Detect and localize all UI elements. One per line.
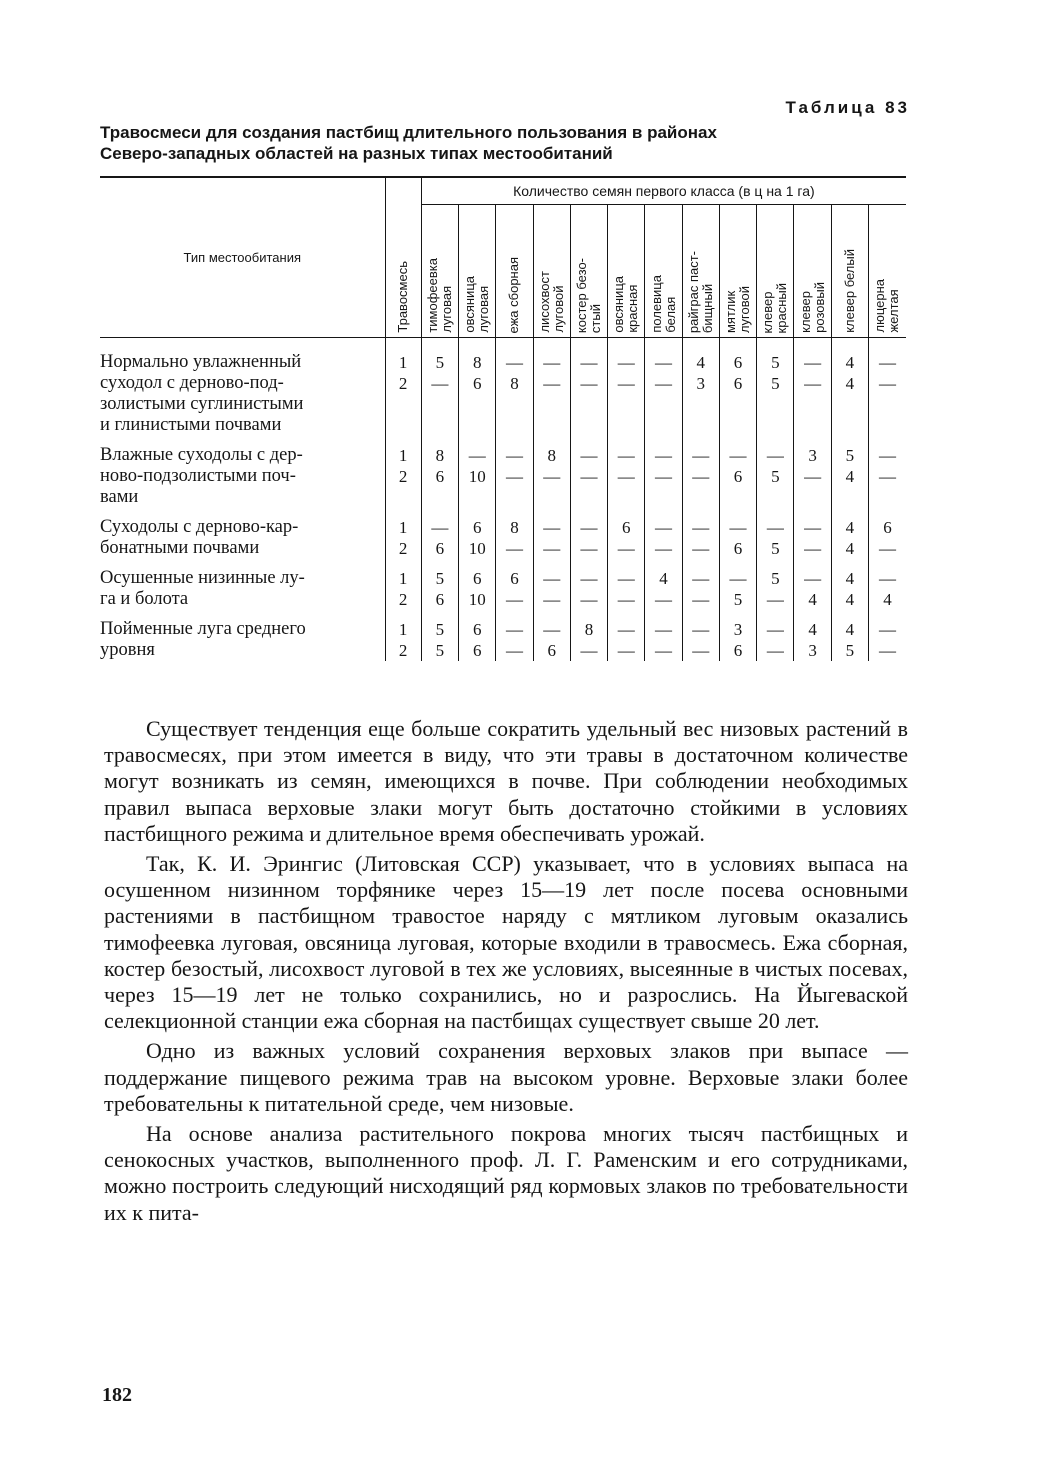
seed-amount-cell	[682, 445, 719, 508]
seed-amount-cell	[719, 568, 756, 610]
seed-amount-value: 4	[845, 569, 855, 588]
seed-amount-cell	[868, 619, 906, 661]
seed-amount-cell	[719, 619, 756, 661]
mixture-number: 1	[398, 620, 408, 639]
column-header-species: клевер белый	[831, 205, 868, 338]
seed-amount-cell	[496, 568, 533, 610]
seed-amount-cell	[533, 445, 570, 508]
seed-amount-value: 5	[845, 446, 855, 465]
seed-amount-value: —	[505, 467, 523, 486]
seed-amount-value: —	[655, 620, 673, 639]
seed-amount-cell	[719, 352, 756, 436]
seed-amount-cell	[533, 568, 570, 610]
habitat-type-cell	[100, 445, 385, 508]
column-header-mixture: Травосмесь	[385, 177, 421, 338]
seed-amount-cell	[868, 445, 906, 508]
seed-amount-cell	[645, 568, 682, 610]
seed-amount-value: 6	[472, 518, 482, 537]
seed-amount-value: —	[580, 353, 598, 372]
seed-amount-cell	[645, 445, 682, 508]
seed-amount-cell	[794, 568, 831, 610]
seed-amount-value: 6	[435, 590, 445, 609]
habitat-name-line: бонатными почвами	[100, 538, 260, 558]
seed-amount-value: —	[766, 590, 784, 609]
seed-amount-value: 4	[808, 590, 817, 609]
seed-amount-value: —	[878, 569, 896, 588]
seed-amount-value: 8	[547, 446, 556, 465]
mixture-number: 2	[398, 590, 408, 609]
seed-amount-cell	[868, 517, 906, 559]
seed-amount-cell	[645, 517, 682, 559]
seed-amount-cell	[757, 352, 794, 436]
habitat-name-line: вами	[100, 487, 139, 507]
seed-amount-value: —	[878, 539, 896, 558]
seed-amount-value: —	[692, 641, 710, 660]
seed-amount-value: 5	[435, 641, 445, 660]
seed-amount-value: 6	[435, 539, 445, 558]
seed-amount-value: —	[617, 467, 635, 486]
seed-amount-value: 4	[845, 374, 855, 393]
seed-amount-value: —	[878, 446, 896, 465]
mixture-number-cell	[385, 568, 421, 610]
seed-amount-cell	[831, 568, 868, 610]
paragraph: Существует тенденция еще больше сократить удельный вес низовых растений в травосмесях, при этом имеется в виду, что эти травы в достаточном количестве могут возникать из семян, имеющихся в почве. При соблюдении необходимых правил выпаса верховые злаки могут быть достаточно стойкими в условиях пастбищного режима и длительное время обеспечивать урожай.	[104, 716, 908, 846]
seed-amount-value: —	[655, 374, 673, 393]
seed-amount-value: 5	[771, 353, 780, 372]
seed-amount-value: —	[580, 467, 598, 486]
seed-amount-cell	[459, 445, 496, 508]
seed-amount-cell	[794, 445, 831, 508]
seed-amount-value: 4	[845, 590, 855, 609]
caption-line: Северо-западных областей на разных типах местообитаний	[100, 144, 613, 163]
seed-amount-value: 3	[808, 446, 817, 465]
mixture-number-cell	[385, 517, 421, 559]
seed-amount-cell	[496, 445, 533, 508]
mixture-number: 1	[398, 446, 408, 465]
seed-amount-value: —	[804, 518, 822, 537]
table-row	[100, 445, 906, 508]
seed-amount-cell	[682, 517, 719, 559]
seed-amount-value: —	[729, 446, 747, 465]
column-header-species: люцерна желтая	[868, 205, 906, 338]
seed-amount-value: 4	[845, 539, 855, 558]
seed-amount-value: —	[617, 374, 635, 393]
mixture-number: 2	[398, 641, 408, 660]
seed-amount-cell	[533, 352, 570, 436]
seed-amount-value: —	[655, 641, 673, 660]
table-row	[100, 619, 906, 661]
seed-amount-value: 3	[808, 641, 817, 660]
habitat-name-line: ново-подзолистыми поч-	[100, 466, 296, 486]
seed-amount-value: 5	[435, 620, 445, 639]
table-row	[100, 352, 906, 436]
seed-amount-value: 5	[771, 467, 780, 486]
seed-amount-value: —	[431, 374, 449, 393]
seed-amount-value: 10	[468, 539, 486, 558]
column-header-species: лисохвост луговой	[533, 205, 570, 338]
seed-amount-cell	[459, 517, 496, 559]
seed-amount-value: 6	[733, 539, 743, 558]
seed-amount-value: —	[543, 590, 561, 609]
seed-amount-value: —	[766, 641, 784, 660]
seed-amount-cell	[757, 517, 794, 559]
mixture-number: 2	[398, 467, 408, 486]
seed-amount-value: —	[580, 590, 598, 609]
seed-amount-value: 5	[771, 539, 780, 558]
seed-amount-value: 10	[468, 467, 486, 486]
seed-amount-value: —	[692, 446, 710, 465]
seed-amount-value: —	[543, 569, 561, 588]
table-caption	[100, 122, 930, 164]
seed-amount-value: —	[655, 467, 673, 486]
habitat-type-cell	[100, 568, 385, 610]
seed-amount-value: 6	[547, 641, 556, 660]
seed-amount-value: 5	[733, 590, 743, 609]
seed-amount-value: 8	[510, 518, 519, 537]
seed-amount-cell	[831, 619, 868, 661]
column-header-species: ежа сборная	[496, 205, 533, 338]
mixture-number-cell	[385, 619, 421, 661]
seed-amount-value: 6	[472, 374, 482, 393]
seed-amount-cell	[794, 619, 831, 661]
seed-amount-value: 4	[659, 569, 668, 588]
seed-amount-value: —	[804, 539, 822, 558]
seed-amount-cell	[757, 445, 794, 508]
seed-amount-cell	[645, 352, 682, 436]
habitat-name-line: Нормально увлажненный	[100, 352, 302, 372]
habitat-name-line: Влажные суходолы с дер-	[100, 445, 303, 465]
mixture-number: 1	[398, 518, 408, 537]
seed-amount-value: 4	[845, 518, 855, 537]
seed-amount-cell	[533, 619, 570, 661]
seed-amount-value: —	[804, 353, 822, 372]
seed-amount-value: —	[468, 446, 486, 465]
mixture-number: 2	[398, 374, 408, 393]
table-number-label: Таблица 83	[785, 98, 910, 117]
paragraph: Так, К. И. Эрингис (Литовская ССР) указывает, что в условиях выпаса на осушенном низинном торфянике через 15—19 лет после посева основными растениями в пастбищном травостое наряду с мятликом луговым оказались тимофеевка луговая, овсяница луговая, которые входили в травосмесь. Ежа сборная, костер безостый, лисохвост луговой в тех же условиях, высеянные в чистых посевах, через 15—19 лет не только сохранились, но и разрослись. На Йыгеваской селекционной станции ежа сборная на пастбищах существует свыше 20 лет.	[104, 851, 908, 1034]
seed-amount-cell	[719, 445, 756, 508]
habitat-type-cell	[100, 517, 385, 559]
paragraph: На основе анализа растительного покрова многих тысяч пастбищных и сенокосных участков, выполненного проф. Л. Г. Раменским и его сотрудниками, можно построить следующий нисходящий ряд кормовых злаков по требовательности их к пита-	[104, 1121, 908, 1225]
seed-amount-value: —	[505, 353, 523, 372]
seed-amount-value: —	[580, 446, 598, 465]
seed-amount-cell	[831, 445, 868, 508]
seed-amount-value: 6	[472, 569, 482, 588]
seed-amount-value: 10	[468, 590, 486, 609]
table-row	[100, 517, 906, 559]
seed-amount-value: —	[655, 353, 673, 372]
seed-amount-value: 6	[472, 620, 482, 639]
seed-amount-cell	[496, 517, 533, 559]
column-group-header-seed-amount: Количество семян первого класса (в ц на 1 га)	[421, 177, 906, 205]
seed-amount-value: —	[543, 467, 561, 486]
seed-amount-value: 6	[733, 641, 743, 660]
seed-amount-value: 8	[584, 620, 594, 639]
seed-amount-value: —	[617, 446, 635, 465]
column-header-species: райграс паст- бищный	[682, 205, 719, 338]
seed-amount-value: 4	[845, 620, 855, 639]
seed-amount-value: —	[692, 518, 710, 537]
seed-amount-value: —	[692, 467, 710, 486]
seed-amount-value: —	[617, 620, 635, 639]
seed-amount-value: 8	[435, 446, 445, 465]
column-header-species: клевер красный	[757, 205, 794, 338]
seed-amount-cell	[421, 352, 458, 436]
seed-amount-value: —	[431, 518, 449, 537]
seed-amount-value: —	[804, 374, 822, 393]
seed-amount-cell	[608, 568, 645, 610]
seed-amount-value: 4	[696, 353, 706, 372]
seed-amount-value: —	[543, 620, 561, 639]
seed-amount-value: 8	[472, 353, 482, 372]
seed-amount-value: —	[878, 641, 896, 660]
seed-amount-value: —	[580, 518, 598, 537]
seed-amount-value: —	[617, 590, 635, 609]
seed-amount-cell	[608, 619, 645, 661]
seed-amount-value: —	[692, 539, 710, 558]
seed-amount-value: —	[878, 620, 896, 639]
seed-amount-value: —	[692, 569, 710, 588]
seed-amount-value: 6	[883, 518, 892, 537]
seed-amount-value: —	[543, 539, 561, 558]
mixture-number: 1	[398, 353, 408, 372]
seed-amount-value: 6	[435, 467, 445, 486]
seed-amount-cell	[757, 619, 794, 661]
column-header-species: полевица белая	[645, 205, 682, 338]
seed-mixture-table	[100, 176, 906, 661]
seed-amount-value: 6	[733, 467, 743, 486]
seed-amount-value: —	[692, 620, 710, 639]
seed-amount-cell	[459, 352, 496, 436]
seed-amount-cell	[682, 352, 719, 436]
seed-amount-value: 4	[845, 353, 855, 372]
habitat-name-line: га и болота	[100, 589, 189, 609]
seed-amount-value: —	[580, 374, 598, 393]
seed-amount-cell	[757, 568, 794, 610]
table-row	[100, 568, 906, 610]
body-text	[104, 716, 908, 1226]
seed-amount-value: —	[655, 539, 673, 558]
seed-amount-value: 6	[622, 518, 631, 537]
seed-amount-cell	[868, 352, 906, 436]
column-header-species: клевер розовый	[794, 205, 831, 338]
seed-amount-value: 3	[733, 620, 743, 639]
mixture-number: 2	[398, 539, 408, 558]
habitat-name-line: Пойменные луга среднего	[100, 619, 306, 639]
seed-amount-value: 5	[845, 641, 855, 660]
habitat-name-line: и глинистыми почвами	[100, 415, 282, 435]
seed-amount-value: 6	[472, 641, 482, 660]
seed-amount-value: —	[804, 467, 822, 486]
seed-amount-cell	[570, 517, 607, 559]
seed-amount-cell	[570, 619, 607, 661]
seed-amount-cell	[794, 352, 831, 436]
seed-amount-value: 6	[733, 353, 743, 372]
seed-amount-value: —	[505, 446, 523, 465]
seed-amount-value: 5	[435, 353, 445, 372]
seed-amount-value: —	[878, 353, 896, 372]
seed-amount-value: 4	[845, 467, 855, 486]
seed-amount-cell	[459, 568, 496, 610]
seed-amount-value: —	[543, 518, 561, 537]
seed-amount-cell	[570, 568, 607, 610]
seed-amount-value: —	[543, 353, 561, 372]
seed-amount-value: —	[505, 539, 523, 558]
seed-amount-value: 6	[733, 374, 743, 393]
page-number: 182	[102, 1384, 132, 1406]
seed-amount-value: —	[729, 518, 747, 537]
seed-amount-value: —	[505, 620, 523, 639]
seed-amount-cell	[831, 352, 868, 436]
seed-amount-value: —	[655, 446, 673, 465]
seed-amount-value: —	[580, 569, 598, 588]
seed-amount-cell	[421, 445, 458, 508]
seed-amount-value: —	[617, 569, 635, 588]
seed-amount-value: —	[766, 446, 784, 465]
seed-amount-cell	[645, 619, 682, 661]
habitat-name-line: Суходолы с дерново-кар-	[100, 517, 299, 537]
seed-amount-cell	[570, 352, 607, 436]
seed-amount-cell	[570, 445, 607, 508]
column-header-habitat-type: Тип местообитания	[100, 177, 385, 338]
seed-amount-cell	[533, 517, 570, 559]
seed-amount-value: 5	[435, 569, 445, 588]
habitat-name-line: уровня	[100, 640, 155, 660]
seed-amount-cell	[831, 517, 868, 559]
habitat-name-line: Осушенные низинные лу-	[100, 568, 305, 588]
seed-amount-cell	[868, 568, 906, 610]
seed-amount-cell	[608, 445, 645, 508]
mixture-number: 1	[398, 569, 408, 588]
seed-amount-cell	[496, 619, 533, 661]
seed-amount-value: —	[580, 641, 598, 660]
seed-amount-value: —	[766, 518, 784, 537]
seed-amount-value: —	[617, 539, 635, 558]
seed-amount-value: —	[655, 518, 673, 537]
seed-amount-cell	[459, 619, 496, 661]
seed-amount-cell	[421, 517, 458, 559]
mixture-number-cell	[385, 352, 421, 436]
seed-amount-value: —	[878, 467, 896, 486]
paragraph: Одно из важных условий сохранения верховых злаков при выпасе — поддержание пищевого режима трав на высоком уровне. Верховые злаки более требовательны к питательной среде, чем низовые.	[104, 1038, 908, 1116]
seed-amount-value: —	[617, 641, 635, 660]
seed-amount-value: 6	[510, 569, 519, 588]
seed-amount-cell	[421, 568, 458, 610]
column-header-species: овсяница луговая	[459, 205, 496, 338]
seed-amount-value: —	[692, 590, 710, 609]
seed-amount-value: 4	[808, 620, 817, 639]
table-body	[100, 338, 906, 662]
seed-amount-value: 8	[510, 374, 519, 393]
seed-amount-value: —	[617, 353, 635, 372]
seed-amount-cell	[608, 352, 645, 436]
seed-amount-cell	[608, 517, 645, 559]
seed-amount-value: 5	[771, 569, 780, 588]
seed-amount-value: —	[580, 539, 598, 558]
column-header-species: тимофеевка луговая	[421, 205, 458, 338]
habitat-name-line: золистыми суглинистыми	[100, 394, 304, 414]
seed-amount-value: —	[766, 620, 784, 639]
seed-amount-cell	[421, 619, 458, 661]
habitat-type-cell	[100, 352, 385, 436]
seed-amount-value: 4	[883, 590, 892, 609]
habitat-type-cell	[100, 619, 385, 661]
seed-amount-cell	[719, 517, 756, 559]
seed-amount-value: —	[878, 374, 896, 393]
column-header-species: костер безо- стый	[570, 205, 607, 338]
column-header-species: мятлик луговой	[719, 205, 756, 338]
mixture-number-cell	[385, 445, 421, 508]
seed-amount-value: —	[729, 569, 747, 588]
seed-amount-value: —	[505, 590, 523, 609]
seed-amount-value: 5	[771, 374, 780, 393]
column-header-species: овсяница красная	[608, 205, 645, 338]
seed-amount-cell	[794, 517, 831, 559]
habitat-name-line: суходол с дерново-под-	[100, 373, 284, 393]
seed-amount-cell	[682, 568, 719, 610]
seed-amount-value: —	[655, 590, 673, 609]
seed-amount-cell	[682, 619, 719, 661]
seed-amount-value: —	[543, 374, 561, 393]
seed-amount-value: 3	[696, 374, 706, 393]
seed-amount-value: —	[804, 569, 822, 588]
seed-amount-cell	[496, 352, 533, 436]
caption-line: Травосмеси для создания пастбищ длительного пользования в районах	[100, 123, 717, 142]
seed-amount-value: —	[505, 641, 523, 660]
